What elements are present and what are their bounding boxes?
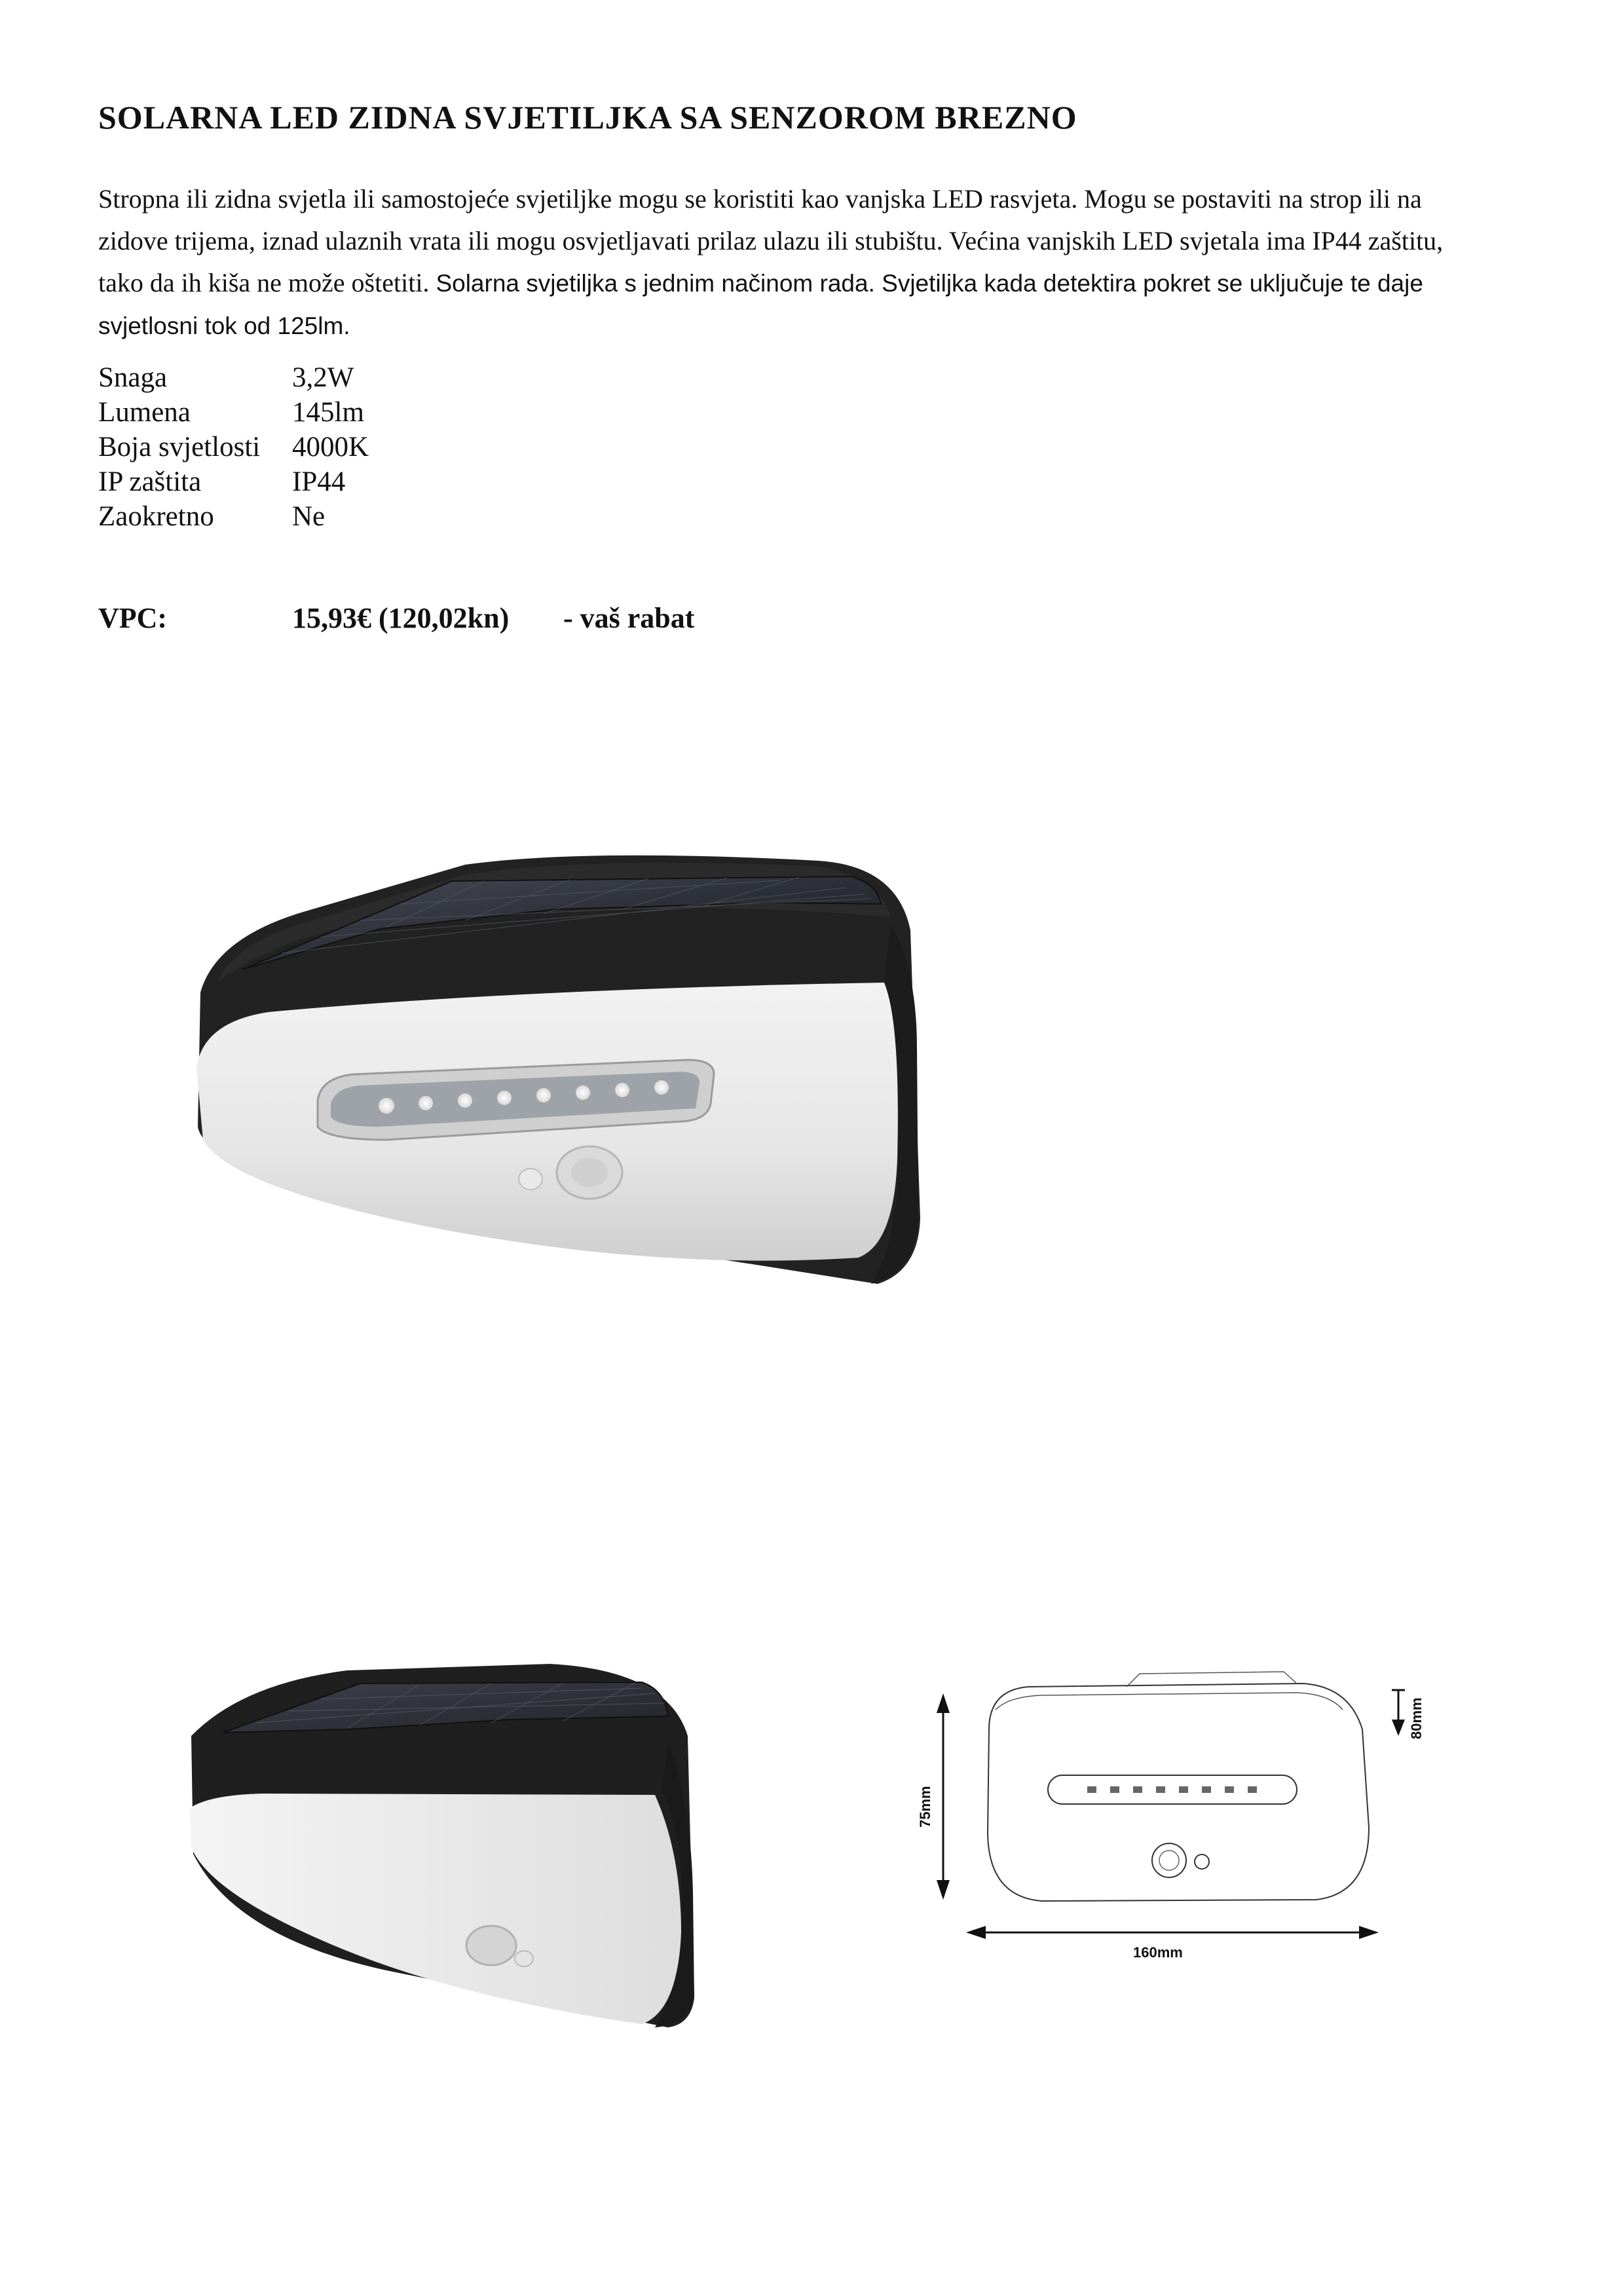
spec-label: IP zaštita xyxy=(98,466,202,497)
spec-value: 3,2W xyxy=(292,362,354,393)
price-discount: - vaš rabat xyxy=(563,602,695,634)
height-dimension-label: 75mm xyxy=(917,1786,933,1828)
spec-value: 145lm xyxy=(292,397,364,428)
price-label: VPC: xyxy=(98,602,168,634)
product-photo-front xyxy=(190,852,930,1310)
spec-value: IP44 xyxy=(292,466,346,497)
spec-label: Lumena xyxy=(98,397,191,428)
spec-value: 4000K xyxy=(292,432,369,462)
price-value: 15,93€ (120,02kn) xyxy=(292,602,510,634)
depth-dimension-label: 80mm xyxy=(1408,1697,1425,1739)
spec-value: Ne xyxy=(292,501,326,532)
page-title: SOLARNA LED ZIDNA SVJETILJKA SA SENZOROM BREZNO xyxy=(98,99,1077,136)
description-serif: Stropna ili zidna svjetla ili samostojeće svjetiljke mogu se koristiti kao vanjska LED rasvjeta. Mogu se postaviti na strop ili na zidove trijema, iznad ulaznih vrata ili mogu osvjetljavati prilaz ulazu ili stubištu. Većina vanjskih LED svjetala ima IP44 zaštitu, tako da ih kiša ne može oštetiti. xyxy=(98,184,1444,297)
product-description xyxy=(98,178,1493,347)
description-sans: Solarna svjetiljka s jednim načinom rada. Svjetiljka kada detektira pokret se uključuje te daje svjetlosni tok od 125lm. xyxy=(98,270,1423,339)
dimension-drawing xyxy=(910,1664,1447,1972)
product-photo-side xyxy=(183,1657,701,2037)
spec-label: Boja svjetlosti xyxy=(98,432,261,462)
width-dimension-label: 160mm xyxy=(1133,1944,1183,1961)
spec-label: Snaga xyxy=(98,362,168,393)
spec-label: Zaokretno xyxy=(98,501,214,532)
